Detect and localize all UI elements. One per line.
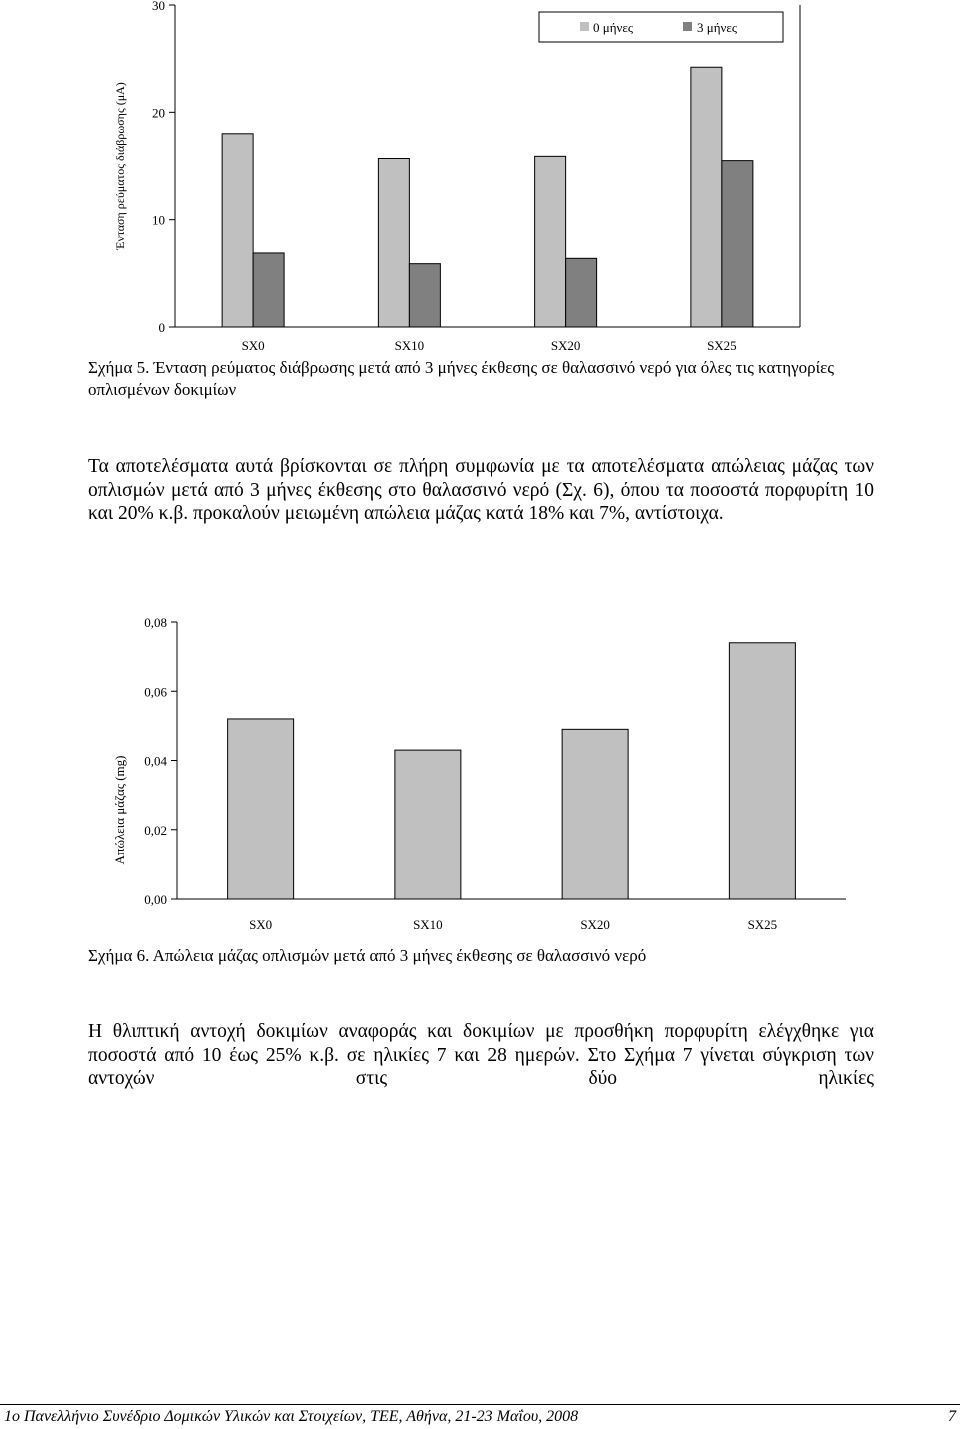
figure-5-caption: Σχήμα 5. Ένταση ρεύματος διάβρωσης μετά από 3 μήνες έκθεσης σε θαλασσινό νερό για όλες τις κατηγορίες οπλισμένων δοκιμίων: [88, 358, 835, 399]
y-axis-label: Ένταση ρεύματος διάβρωσης (μΑ): [113, 82, 127, 250]
x-tick-label: SX25: [747, 917, 778, 932]
footer-conference-text: 1ο Πανελλήνιο Συνέδριο Δομικών Υλικών και Στοιχείων, ΤΕΕ, Αθήνα, 21-23 Μαΐου, 2008: [4, 1408, 579, 1425]
page-number: 7: [948, 1408, 956, 1425]
bar-SX10-series-0: [378, 158, 409, 327]
y-tick-label: 0,08: [144, 615, 167, 630]
y-tick-label: 0,06: [144, 684, 167, 700]
x-tick-label: SX20: [550, 338, 581, 352]
y-tick-label: 0,00: [144, 892, 167, 907]
x-tick-labels: [242, 338, 737, 352]
bars: [228, 643, 796, 899]
y-tick-label: 0: [158, 320, 165, 335]
x-tick-label: SX10: [394, 338, 425, 352]
y-axis-label: Απώλεια μάζας (mg): [112, 755, 127, 865]
bar-SX10-series-0: [395, 750, 461, 899]
bar-SX10-series-1: [409, 264, 440, 327]
corrosion-current-chart: [0, 0, 960, 352]
bar-SX0-series-0: [222, 134, 253, 327]
y-tick-label: 20: [152, 105, 165, 121]
x-tick-labels: [249, 917, 777, 932]
page-footer: [0, 1404, 960, 1429]
x-tick-label: SX0: [241, 338, 265, 352]
x-tick-label: SX0: [249, 917, 273, 932]
mass-loss-chart: [0, 612, 960, 942]
legend-swatch-3-months: [683, 22, 692, 31]
x-tick-label: SX25: [707, 338, 737, 352]
legend-swatch-0-months: [580, 22, 589, 31]
x-tick-label: SX20: [580, 917, 610, 932]
bar-SX0-series-1: [253, 253, 284, 327]
y-tick-labels: [144, 615, 177, 907]
y-tick-label: 0,02: [144, 822, 167, 838]
bar-SX20-series-0: [535, 156, 566, 327]
y-tick-label: 0,04: [144, 753, 167, 769]
body-paragraph-2: Η θλιπτική αντοχή δοκιμίων αναφοράς και δοκιμίων με προσθήκη πορφυρίτη ελέγχθηκε για ποσοστά από 10 έως 25% κ.β. σε ηλικίες 7 και 28 ημερών. Στο Σχήμα 7 γίνεται σύγκριση των αντοχών στις δύο ηλικίες: [88, 1021, 874, 1089]
bar-SX20-series-0: [562, 729, 628, 899]
body-paragraph-1: Τα αποτελέσματα αυτά βρίσκονται σε πλήρη συμφωνία με τα αποτελέσματα απώλειας μάζας των οπλισμών μετά από 3 μήνες έκθεσης στο θαλασσινό νερό (Σχ. 6), όπου τα ποσοστά πορφυρίτη 10 και 20% κ.β. προκαλούν μειωμένη απώλεια μάζας κατά 18% και 7%, αντίστοιχα.: [88, 456, 874, 524]
x-tick-label: SX10: [413, 917, 443, 932]
bar-SX25-series-1: [722, 161, 753, 327]
y-tick-label: 30: [152, 0, 165, 13]
legend-box: [539, 12, 783, 42]
y-tick-labels: [152, 0, 175, 335]
legend: [539, 12, 783, 42]
legend-label-0-months: 0 μήνες: [593, 20, 634, 35]
figure-6-caption: Σχήμα 6. Απώλεια μάζας οπλισμών μετά από 3 μήνες έκθεσης σε θαλασσινό νερό: [88, 946, 647, 965]
bars: [222, 67, 753, 327]
bar-SX25-series-0: [691, 67, 722, 327]
bar-SX25-series-0: [729, 643, 795, 899]
bar-SX20-series-1: [566, 258, 597, 327]
bar-SX0-series-0: [228, 719, 294, 899]
legend-label-3-months: 3 μήνες: [697, 20, 738, 35]
y-tick-label: 10: [152, 212, 165, 228]
